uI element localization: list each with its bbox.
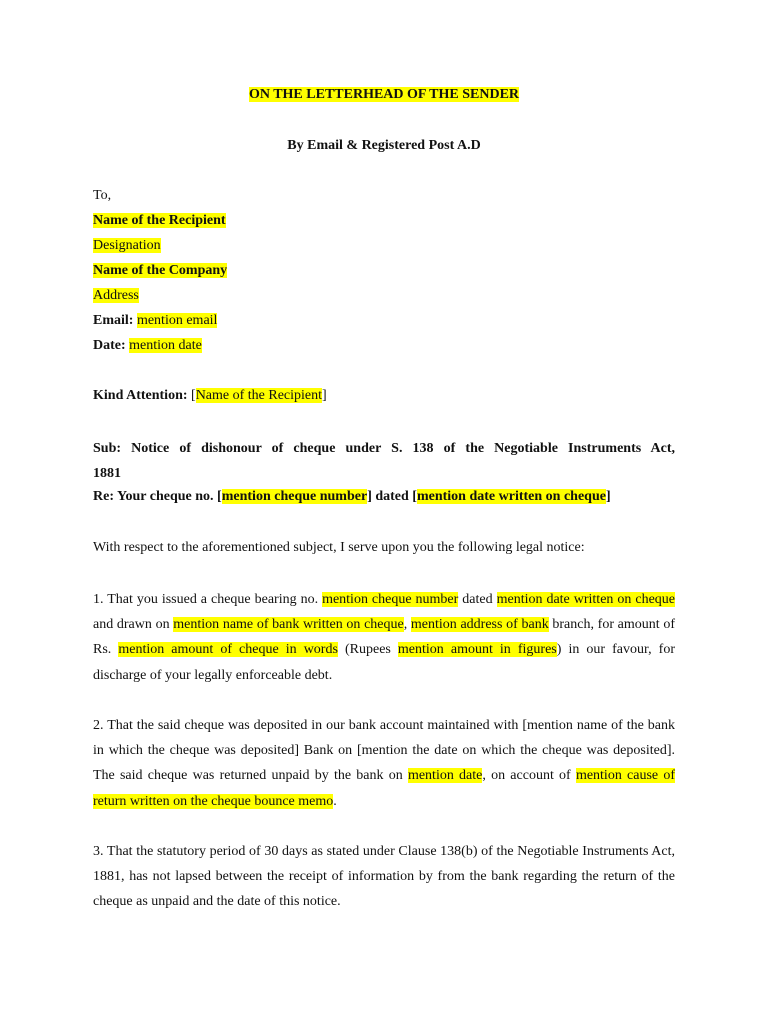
letterhead-heading: [0, 87, 768, 103]
delivery-mode: By Email & Registered Post A.D: [287, 138, 481, 153]
letterhead-text: ON THE LETTERHEAD OF THE SENDER: [248, 87, 520, 102]
date-line: [93, 338, 202, 354]
to-label: To,: [93, 188, 112, 203]
date-value: mention date: [129, 338, 202, 353]
designation: Designation: [93, 238, 161, 253]
email-value: mention email: [136, 313, 218, 328]
clause-2: 2. That the said cheque was deposited in our bank account maintained with [mention name of the bank in which the cheque was deposited] Bank on [mention the date on which the cheque was deposited]. The said cheque was returned unpaid by the bank on mention date, on account of mention cause of return written on the cheque bounce memo.: [93, 718, 676, 809]
date-label: Date:: [93, 338, 126, 353]
recipient-name: Name of the Recipient: [93, 213, 226, 228]
address-line: Address: [93, 288, 139, 303]
subject-line: Sub: Notice of dishonour of cheque under S. 138 of the Negotiable Instruments Act, 1881: [93, 441, 675, 482]
email-line: [93, 313, 217, 329]
reference-line: Re: Your cheque no. [mention cheque number] dated [mention date written on cheque]: [93, 489, 611, 504]
kind-attention-line: Kind Attention: [Name of the Recipient]: [93, 388, 327, 403]
email-label: Email:: [93, 313, 134, 328]
clause-3: 3. That the statutory period of 30 days as stated under Clause 138(b) of the Negotiable Instruments Act, 1881, has not lapsed between the receipt of information by from the bank regarding the return of the cheque as unpaid and the date of this notice.: [93, 844, 675, 910]
clause-1: 1. That you issued a cheque bearing no. mention cheque number dated mention date written on cheque and drawn on mention name of bank written on cheque, mention address of bank branch, for amount of Rs. mention amount of cheque in words (Rupees mention amount in figures) in our favour, for discharge of your legally enforceable debt.: [93, 592, 676, 683]
intro-text: With respect to the aforementioned subject, I serve upon you the following legal notice:: [93, 540, 585, 555]
company-name: Name of the Company: [93, 263, 228, 278]
